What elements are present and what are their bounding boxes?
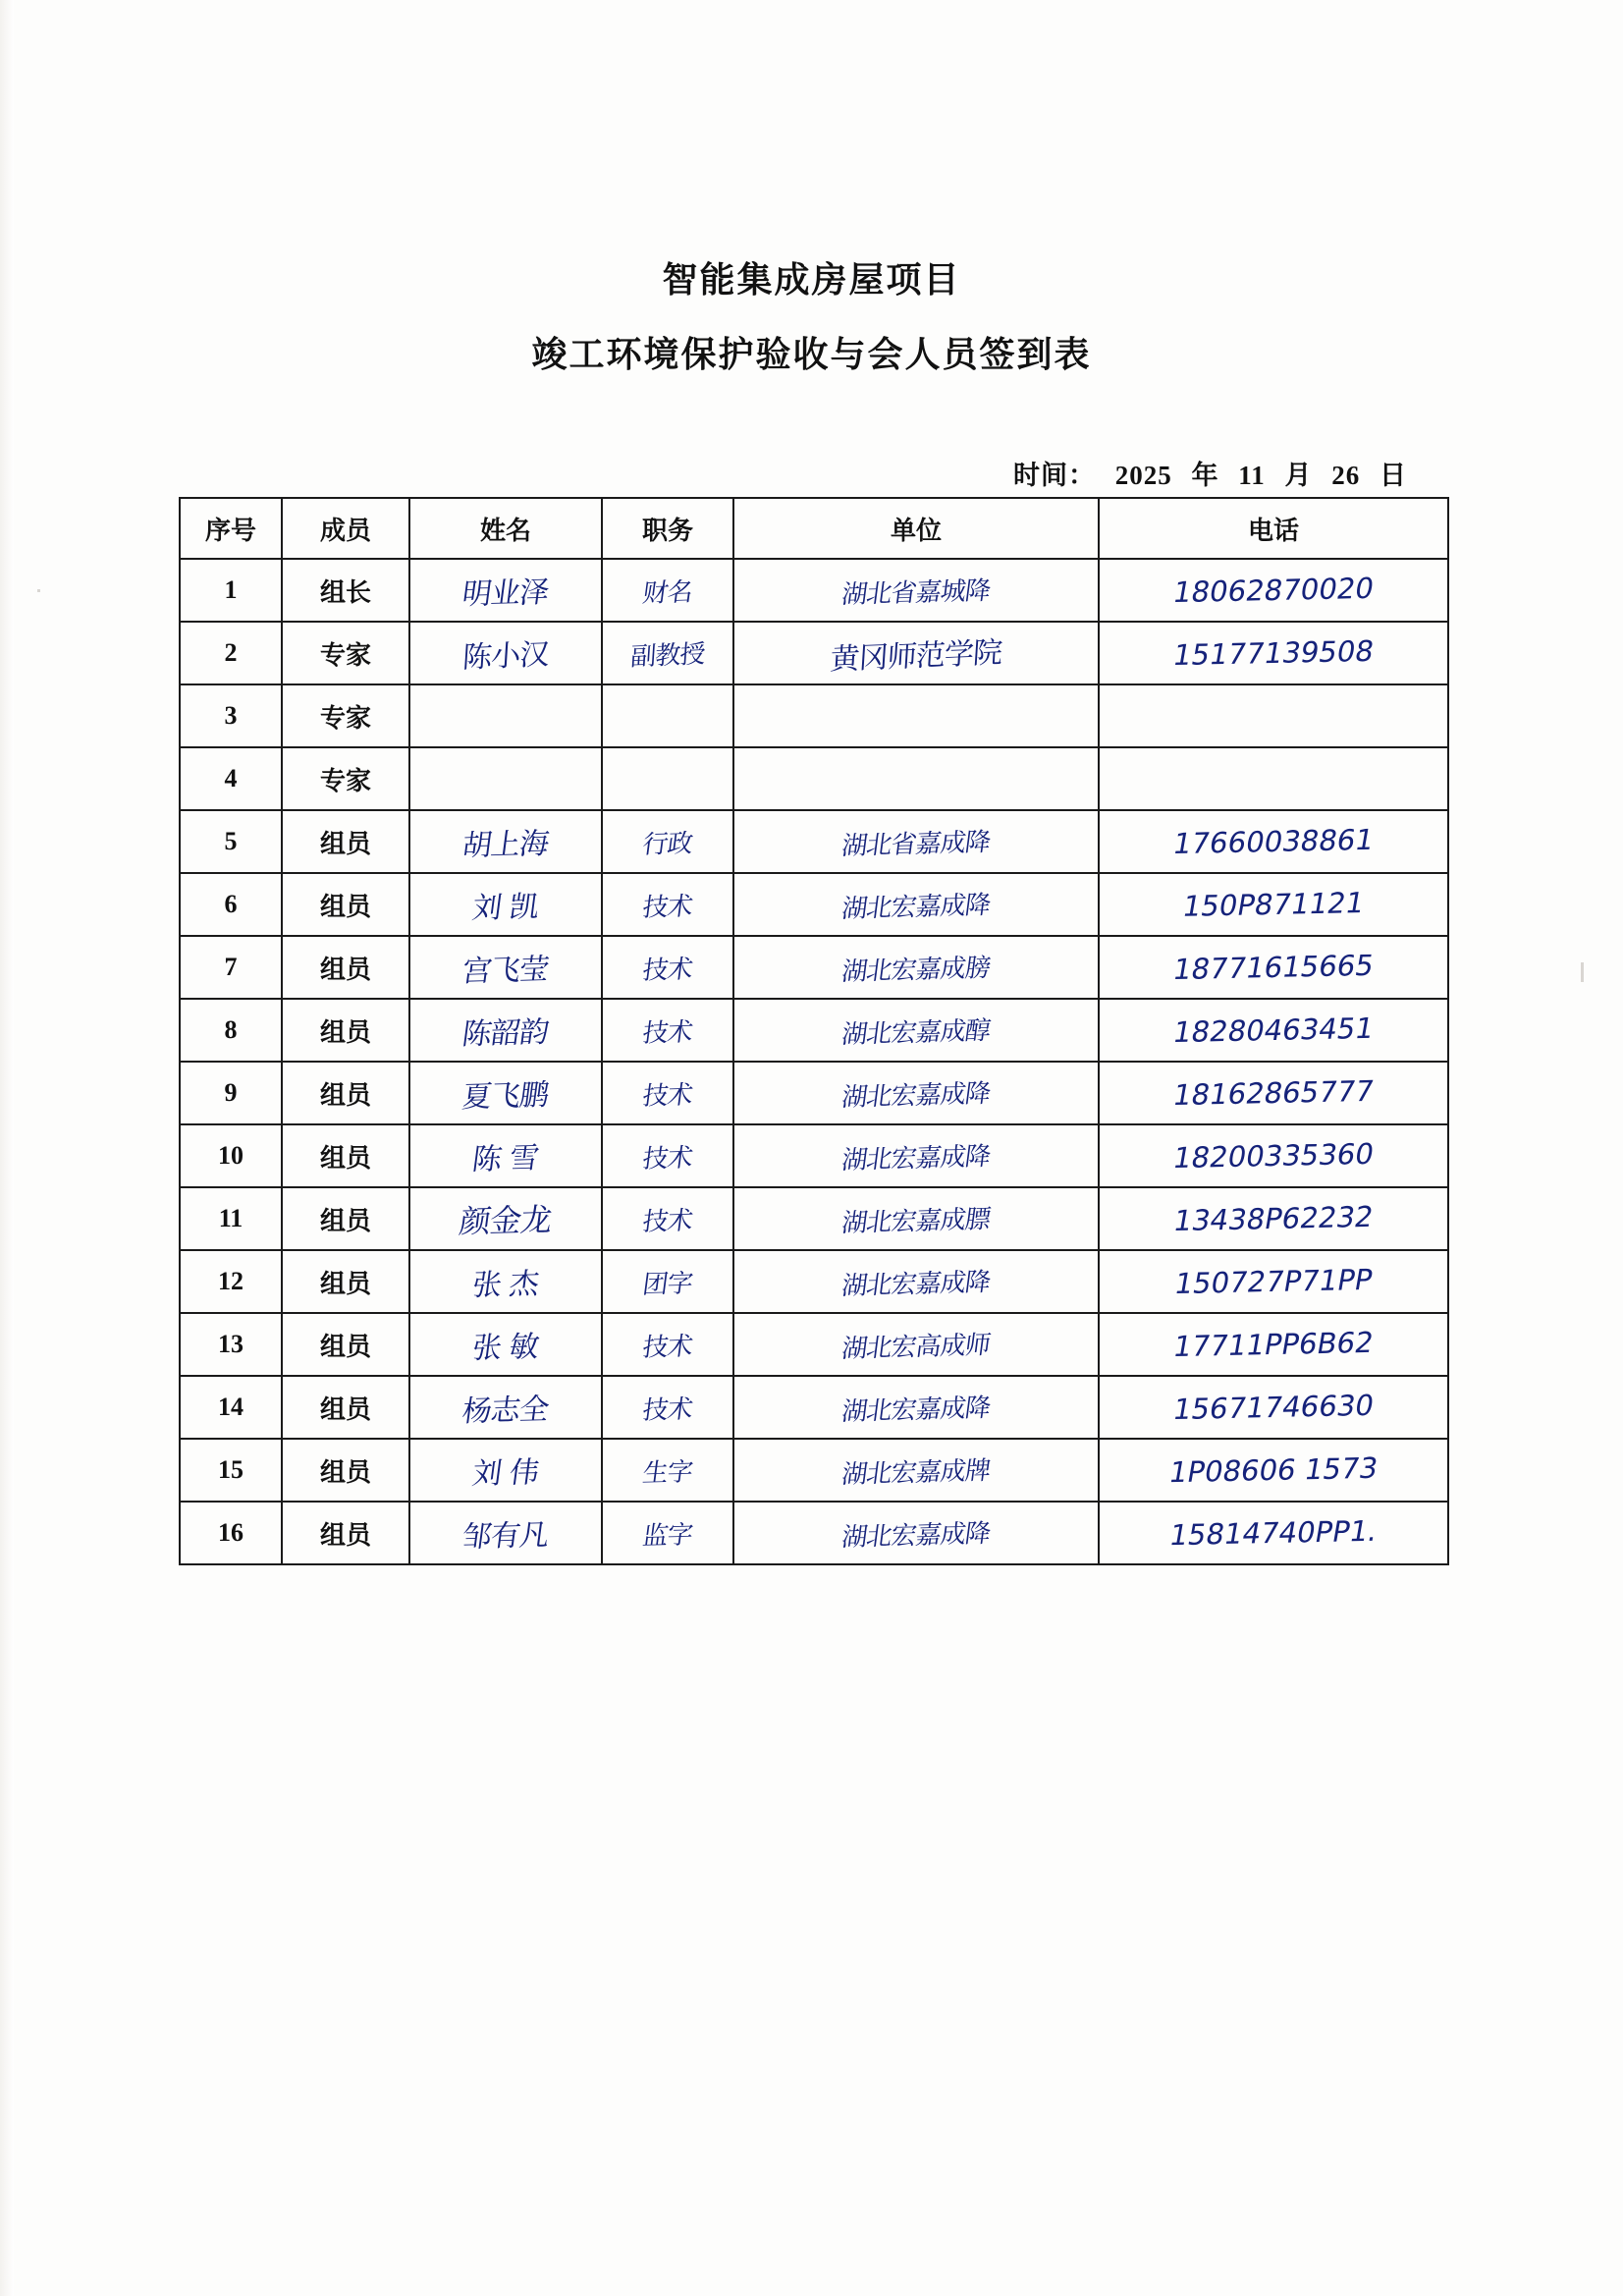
cell-index: 16 <box>180 1502 282 1564</box>
cell-role: 组员 <box>282 1124 409 1187</box>
table-row <box>180 1187 1448 1250</box>
signature-name: 邹有凡 <box>460 1517 551 1556</box>
cell-role: 组员 <box>282 1187 409 1250</box>
table-row <box>180 1313 1448 1376</box>
table-row <box>180 1250 1448 1313</box>
cell-title <box>602 559 733 622</box>
signature-name: 颜金龙 <box>457 1200 554 1241</box>
signature-phone: 18062870020 <box>1170 571 1377 610</box>
page-title: 智能集成房屋项目 <box>662 260 961 300</box>
cell-name <box>409 1250 602 1313</box>
cell-name <box>409 873 602 936</box>
signature-phone <box>1099 712 1447 719</box>
cell-phone <box>1099 1187 1448 1250</box>
cell-org <box>733 936 1099 999</box>
signature-name: 夏飞鹏 <box>460 1077 551 1116</box>
cell-title <box>602 810 733 873</box>
date-year-unit: 年 <box>1191 461 1219 490</box>
signature-name: 刘 凯 <box>469 890 541 926</box>
cell-org <box>733 1187 1099 1250</box>
cell-phone <box>1099 1439 1448 1502</box>
table-row <box>180 873 1448 936</box>
signature-org: 黄冈师范学院 <box>829 635 1003 678</box>
cell-name <box>409 622 602 684</box>
cell-index: 15 <box>180 1439 282 1502</box>
signature-title: 技术 <box>640 1142 694 1175</box>
signature-org: 湖北宏嘉成膘 <box>839 1204 992 1238</box>
page-subtitle: 竣工环境保护验收与会人员签到表 <box>531 335 1092 374</box>
table-row <box>180 1124 1448 1187</box>
signature-name: 胡上海 <box>460 826 551 864</box>
cell-title <box>602 873 733 936</box>
date-label: 时间： <box>1012 461 1096 490</box>
header-org: 单位 <box>733 498 1099 559</box>
table-row <box>180 999 1448 1062</box>
cell-phone <box>1099 999 1448 1062</box>
cell-index: 14 <box>180 1376 282 1439</box>
cell-index: 7 <box>180 936 282 999</box>
cell-phone <box>1099 684 1448 747</box>
cell-name <box>409 810 602 873</box>
table-row <box>180 684 1448 747</box>
signature-title: 副教授 <box>629 638 706 673</box>
cell-phone <box>1099 1124 1448 1187</box>
cell-index: 1 <box>180 559 282 622</box>
date-year: 2025 <box>1114 461 1172 490</box>
signature-org: 湖北宏嘉成牌 <box>839 1455 992 1490</box>
table-row <box>180 622 1448 684</box>
cell-org <box>733 1439 1099 1502</box>
signature-phone: 17660038861 <box>1170 822 1377 861</box>
cell-index: 13 <box>180 1313 282 1376</box>
signature-title: 技术 <box>640 954 694 986</box>
signature-title: 行政 <box>640 828 694 860</box>
cell-org <box>733 747 1099 810</box>
cell-phone <box>1099 747 1448 810</box>
cell-title <box>602 1062 733 1124</box>
header-role: 成员 <box>282 498 409 559</box>
signature-title: 生字 <box>640 1456 694 1489</box>
cell-role: 组员 <box>282 1502 409 1564</box>
signature-phone: 1P08606 1573 <box>1166 1450 1380 1490</box>
cell-phone <box>1099 873 1448 936</box>
cell-title <box>602 1376 733 1439</box>
signature-name: 张 敏 <box>469 1330 541 1366</box>
cell-index: 5 <box>180 810 282 873</box>
signature-phone: 15177139508 <box>1170 633 1377 673</box>
cell-title <box>602 936 733 999</box>
cell-title <box>602 747 733 810</box>
cell-role: 组员 <box>282 1062 409 1124</box>
signature-phone <box>1099 775 1447 782</box>
signature-org: 湖北宏嘉成膀 <box>839 953 992 987</box>
table-row <box>180 1376 1448 1439</box>
cell-role: 组员 <box>282 999 409 1062</box>
cell-index: 3 <box>180 684 282 747</box>
signature-phone: 18280463451 <box>1170 1011 1377 1050</box>
signature-phone: 150P871121 <box>1179 886 1368 923</box>
date-month-unit: 月 <box>1284 461 1313 490</box>
signature-title: 技术 <box>640 1205 694 1237</box>
signature-title: 财名 <box>640 576 694 609</box>
signature-org: 湖北宏嘉成降 <box>839 1393 992 1427</box>
signature-phone: 18771615665 <box>1170 948 1377 987</box>
cell-phone <box>1099 559 1448 622</box>
cell-role: 组员 <box>282 1250 409 1313</box>
signature-org: 湖北宏嘉成醇 <box>839 1015 992 1050</box>
cell-org <box>733 1062 1099 1124</box>
table-header-row <box>180 498 1448 559</box>
date-line <box>1007 454 1413 492</box>
signature-org <box>733 774 1098 784</box>
signature-title: 技术 <box>640 891 694 923</box>
cell-index: 9 <box>180 1062 282 1124</box>
cell-phone <box>1099 1502 1448 1564</box>
signature-phone: 18200335360 <box>1170 1136 1377 1175</box>
signature-org: 湖北省嘉成降 <box>839 827 992 861</box>
cell-role: 组员 <box>282 1439 409 1502</box>
cell-index: 4 <box>180 747 282 810</box>
cell-name <box>409 559 602 622</box>
cell-title <box>602 1439 733 1502</box>
cell-role: 组员 <box>282 936 409 999</box>
cell-role: 组员 <box>282 873 409 936</box>
scan-speck <box>1581 962 1584 982</box>
cell-name <box>409 1502 602 1564</box>
signature-title <box>603 714 733 718</box>
table-row <box>180 936 1448 999</box>
signature-name: 陈小汉 <box>461 637 550 676</box>
cell-org <box>733 1250 1099 1313</box>
cell-title <box>602 1502 733 1564</box>
signature-title: 技术 <box>640 1079 694 1112</box>
table-row <box>180 1062 1448 1124</box>
signature-org <box>733 711 1098 721</box>
signature-name <box>410 776 602 781</box>
cell-title <box>602 999 733 1062</box>
cell-title <box>602 1187 733 1250</box>
cell-index: 10 <box>180 1124 282 1187</box>
cell-org <box>733 810 1099 873</box>
signature-org: 湖北宏嘉成降 <box>839 1518 992 1553</box>
cell-name <box>409 1376 602 1439</box>
cell-org <box>733 873 1099 936</box>
cell-title <box>602 1250 733 1313</box>
signature-org: 湖北宏高成师 <box>839 1330 992 1364</box>
cell-index: 12 <box>180 1250 282 1313</box>
cell-phone <box>1099 1062 1448 1124</box>
cell-title <box>602 1124 733 1187</box>
cell-org <box>733 684 1099 747</box>
signature-org: 湖北宏嘉成降 <box>839 890 992 924</box>
document-title-block <box>0 253 1623 381</box>
cell-name <box>409 936 602 999</box>
scan-speck <box>37 589 40 592</box>
signature-title: 技术 <box>640 1331 694 1363</box>
signature-title: 技术 <box>640 1394 694 1426</box>
signature-name: 宫飞莹 <box>460 952 551 990</box>
cell-role: 组长 <box>282 559 409 622</box>
cell-phone <box>1099 1313 1448 1376</box>
signin-table <box>179 497 1449 1565</box>
cell-role: 专家 <box>282 622 409 684</box>
cell-role: 专家 <box>282 684 409 747</box>
cell-index: 8 <box>180 999 282 1062</box>
cell-org <box>733 622 1099 684</box>
cell-title <box>602 684 733 747</box>
cell-name <box>409 747 602 810</box>
table-row <box>180 1502 1448 1564</box>
header-name: 姓名 <box>409 498 602 559</box>
signature-phone: 18162865777 <box>1170 1073 1377 1113</box>
signature-phone: 15814740PP1. <box>1166 1513 1380 1553</box>
cell-role: 组员 <box>282 810 409 873</box>
cell-index: 2 <box>180 622 282 684</box>
cell-org <box>733 1313 1099 1376</box>
cell-name <box>409 1313 602 1376</box>
cell-org <box>733 1376 1099 1439</box>
header-index: 序号 <box>180 498 282 559</box>
signature-title: 技术 <box>640 1016 694 1049</box>
cell-name <box>409 1124 602 1187</box>
signature-name: 刘 伟 <box>469 1455 541 1492</box>
date-day: 26 <box>1331 461 1361 490</box>
cell-index: 6 <box>180 873 282 936</box>
cell-org <box>733 559 1099 622</box>
signature-name: 张 杰 <box>469 1267 541 1303</box>
signature-phone: 17711PP6B62 <box>1170 1325 1377 1364</box>
table-row <box>180 747 1448 810</box>
header-phone: 电话 <box>1099 498 1448 559</box>
date-day-unit: 日 <box>1380 461 1407 490</box>
cell-org <box>733 999 1099 1062</box>
cell-role: 专家 <box>282 747 409 810</box>
cell-name <box>409 1187 602 1250</box>
cell-phone <box>1099 810 1448 873</box>
signature-phone: 15671746630 <box>1170 1388 1377 1427</box>
cell-name <box>409 684 602 747</box>
signature-name: 陈 雪 <box>469 1141 541 1177</box>
cell-index: 11 <box>180 1187 282 1250</box>
signature-title: 监字 <box>640 1519 694 1552</box>
cell-role: 组员 <box>282 1313 409 1376</box>
cell-phone <box>1099 1376 1448 1439</box>
cell-phone <box>1099 1250 1448 1313</box>
table-row <box>180 810 1448 873</box>
date-month: 11 <box>1238 461 1266 490</box>
signature-name <box>410 713 602 718</box>
signature-phone: 150727P71PP <box>1171 1262 1376 1301</box>
cell-org <box>733 1124 1099 1187</box>
signature-title <box>603 777 733 781</box>
signature-org: 湖北宏嘉成降 <box>839 1078 992 1113</box>
signature-name: 明业泽 <box>460 574 551 613</box>
table-row <box>180 559 1448 622</box>
signature-org: 湖北省嘉城降 <box>839 575 992 610</box>
cell-title <box>602 622 733 684</box>
signature-org: 湖北宏嘉成降 <box>839 1141 992 1175</box>
cell-name <box>409 999 602 1062</box>
cell-org <box>733 1502 1099 1564</box>
table-row <box>180 1439 1448 1502</box>
signature-name: 陈韶韵 <box>460 1014 551 1053</box>
cell-name <box>409 1439 602 1502</box>
header-title: 职务 <box>602 498 733 559</box>
cell-phone <box>1099 622 1448 684</box>
cell-role: 组员 <box>282 1376 409 1439</box>
cell-name <box>409 1062 602 1124</box>
cell-title <box>602 1313 733 1376</box>
signature-title: 团字 <box>640 1268 694 1300</box>
signature-org: 湖北宏嘉成降 <box>839 1267 992 1301</box>
signature-phone: 13438P62232 <box>1170 1199 1377 1238</box>
cell-phone <box>1099 936 1448 999</box>
signature-name: 杨志全 <box>460 1392 551 1430</box>
